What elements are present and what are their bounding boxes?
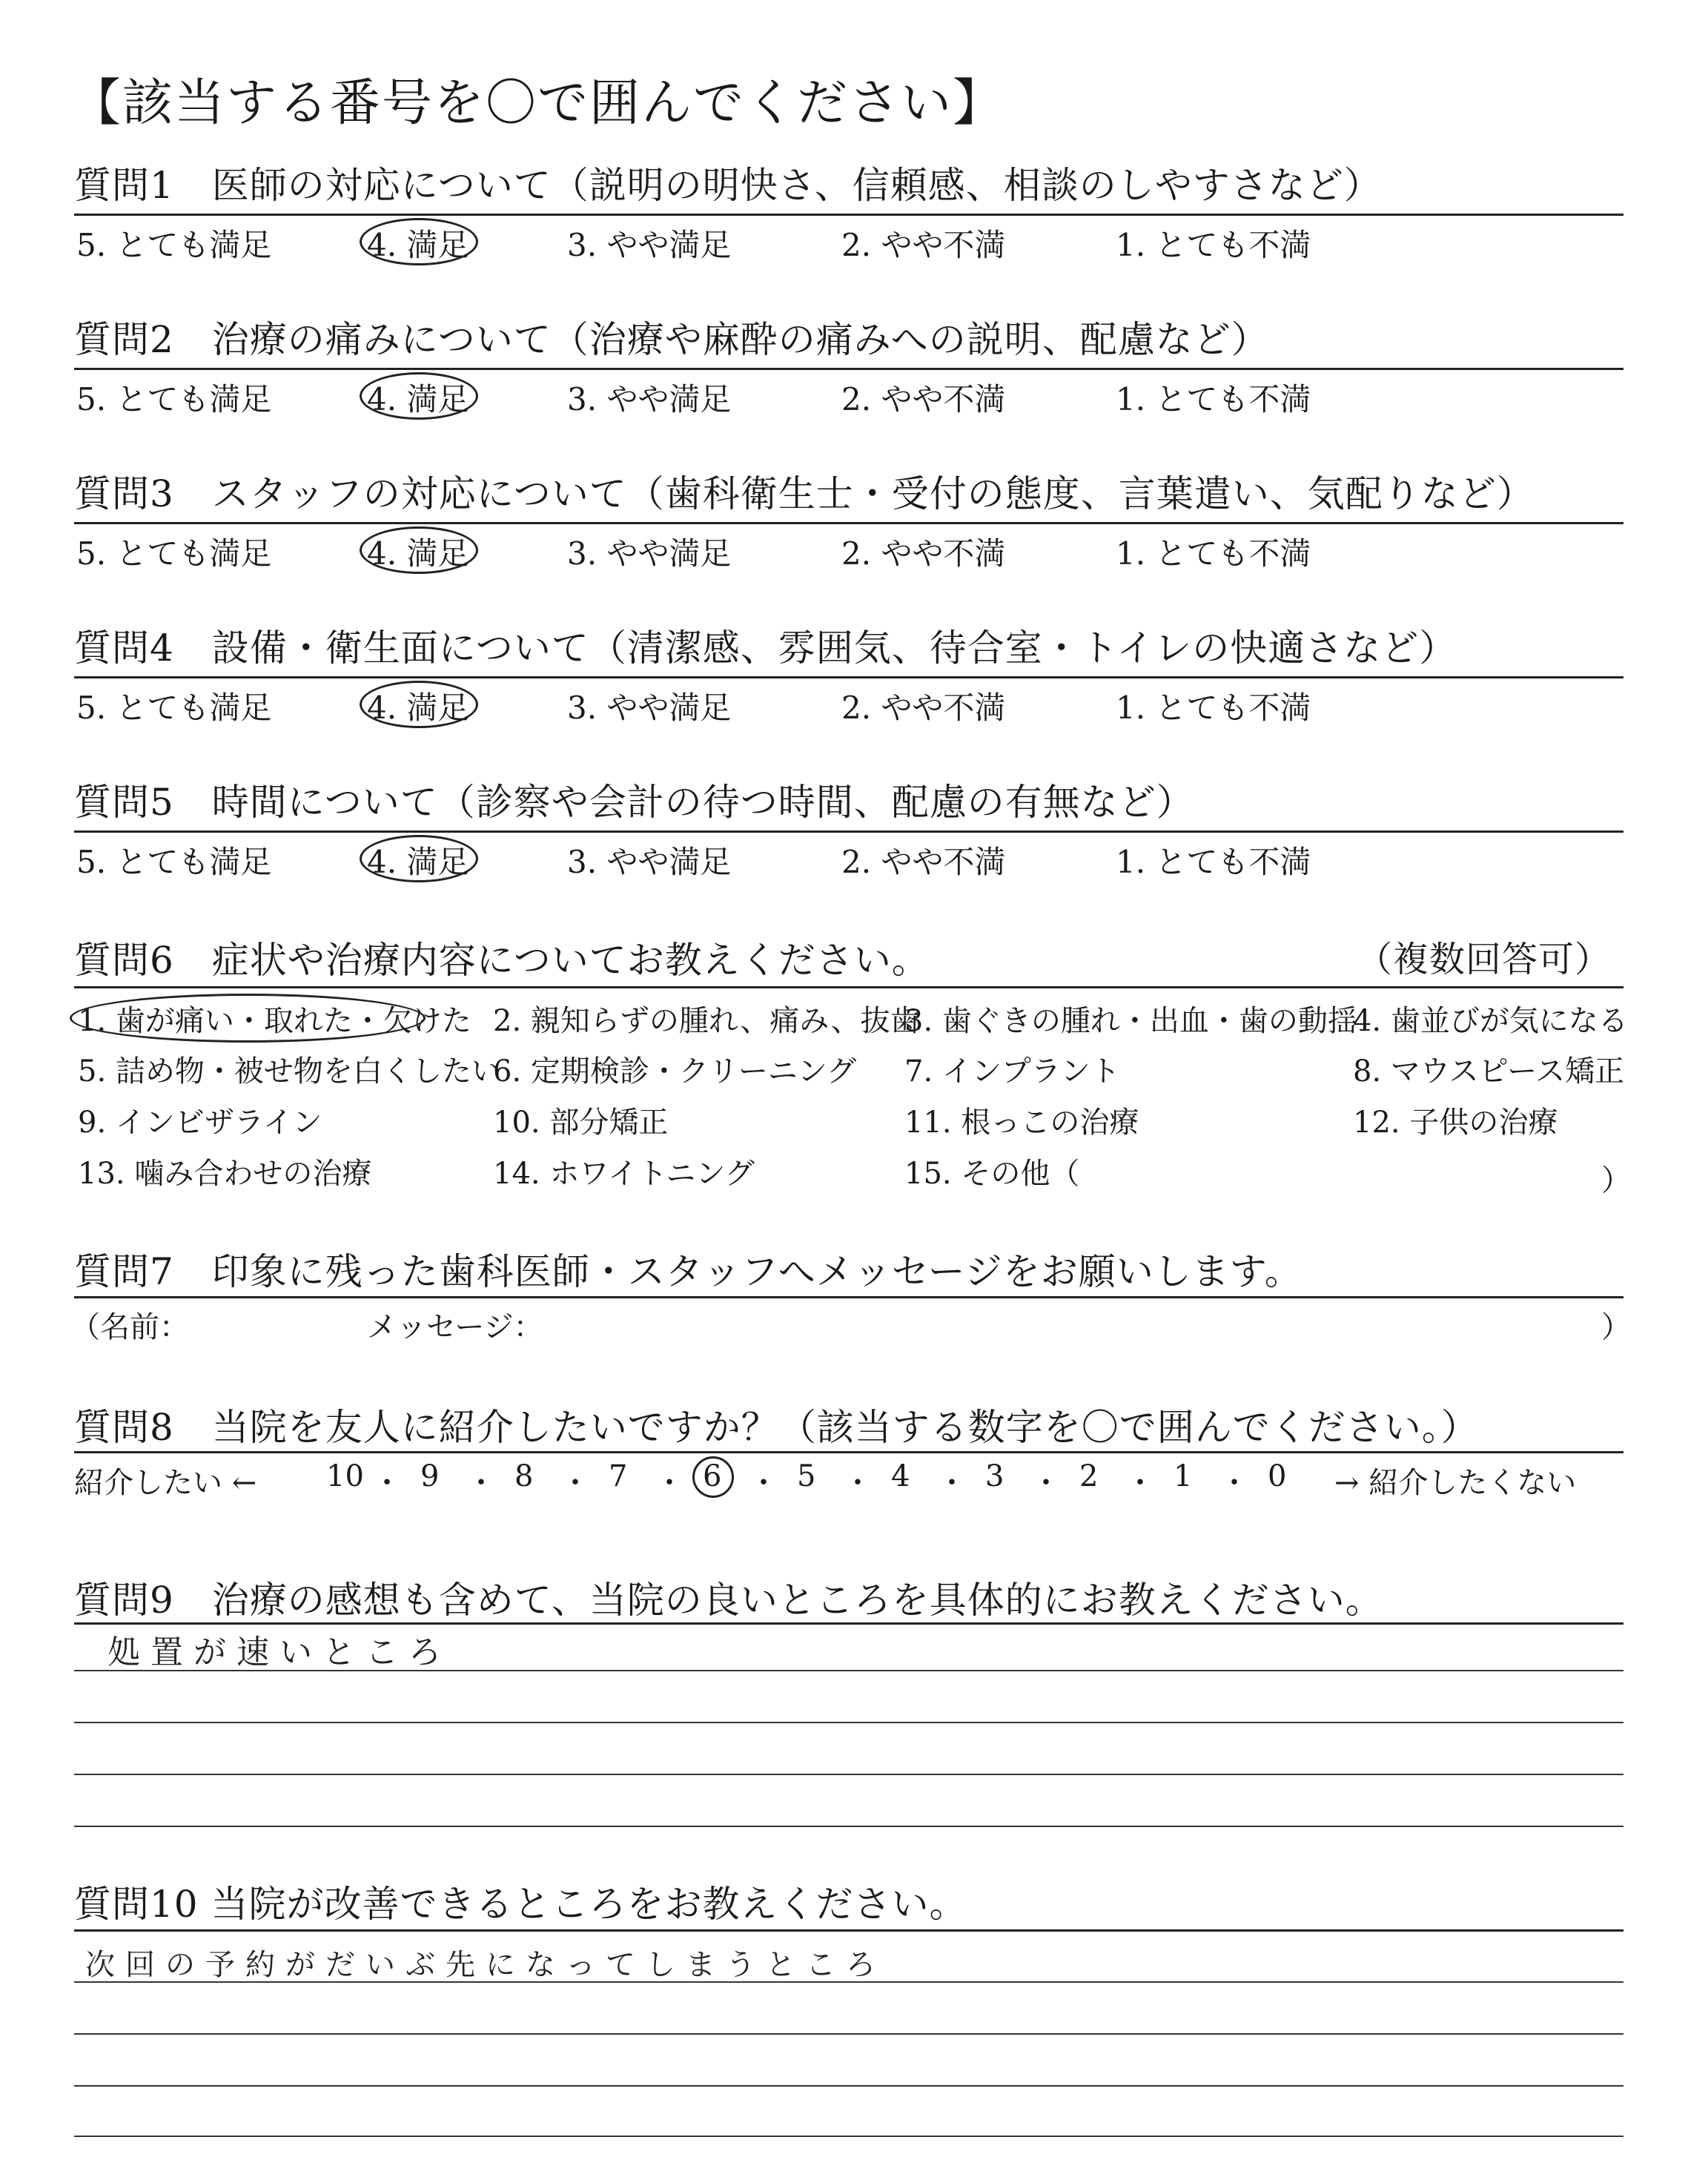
q1-option[interactable]: 5. とても満足 [76, 227, 272, 263]
q10-rule [74, 1929, 1623, 1932]
q6-other-close: ） [1601, 1163, 1631, 1198]
q7-close: ） [1601, 1310, 1631, 1344]
page-title: 【該当する番号を〇で囲んでください】 [70, 74, 1005, 133]
q10-line-1 [74, 1981, 1623, 1983]
q8-scale-number[interactable]: 10 [326, 1459, 364, 1493]
q6-option[interactable]: 7. インプラント [904, 1054, 1120, 1089]
q8-separator: ・ [1031, 1466, 1061, 1500]
q6-option[interactable]: 1. 歯が痛い・取れた・欠けた [78, 1004, 471, 1038]
q5-option[interactable]: 4. 満足 [367, 844, 469, 880]
q6-option[interactable]: 6. 定期検診・クリーニング [493, 1054, 857, 1089]
q8-separator: ・ [937, 1466, 967, 1500]
q10-answer: 次回の予約がだいぶ先になってしまうところ [85, 1948, 886, 1982]
q2-option[interactable]: 2. やや不満 [841, 381, 1006, 417]
q9-line-1 [74, 1670, 1623, 1671]
q4-option[interactable]: 1. とても不満 [1116, 690, 1311, 726]
q3-rule [74, 522, 1623, 524]
q2-option[interactable]: 3. やや満足 [567, 381, 732, 417]
q3-option[interactable]: 1. とても不満 [1116, 535, 1311, 572]
q3-option[interactable]: 2. やや不満 [841, 535, 1006, 572]
q8-scale-number[interactable]: 9 [420, 1459, 440, 1493]
q6-option[interactable]: 10. 部分矯正 [493, 1106, 669, 1140]
q8-scale-number[interactable]: 4 [891, 1459, 910, 1493]
q9-title: 質問9 治療の感想も含めて、当院の良いところを具体的にお教えください。 [74, 1579, 1383, 1622]
q6-option[interactable]: 12. 子供の治療 [1353, 1106, 1558, 1140]
q8-left-label: 紹介したい ← [74, 1466, 257, 1500]
q1-option[interactable]: 2. やや不満 [841, 227, 1006, 263]
q2-rule [74, 368, 1623, 370]
q8-separator: ・ [1125, 1466, 1155, 1500]
q9-line-4 [74, 1826, 1623, 1827]
q1-title: 質問1 医師の対応について（説明の明快さ、信頼感、相談のしやすさなど） [74, 164, 1382, 207]
q8-separator: ・ [655, 1466, 684, 1500]
q8-selection-circle [692, 1456, 734, 1498]
q8-scale-number[interactable]: 0 [1268, 1459, 1287, 1493]
q8-scale-number[interactable]: 5 [797, 1459, 816, 1493]
q8-scale-number[interactable]: 7 [609, 1459, 628, 1493]
q6-rule [74, 986, 1623, 988]
q2-option[interactable]: 1. とても不満 [1116, 381, 1311, 417]
q10-title: 質問10 当院が改善できるところをお教えください。 [74, 1883, 967, 1926]
q4-option[interactable]: 3. やや満足 [567, 690, 732, 726]
q5-option[interactable]: 1. とても不満 [1116, 844, 1311, 880]
q5-title: 質問5 時間について（診察や会計の待つ時間、配慮の有無など） [74, 781, 1194, 824]
q7-name-label: （名前： [70, 1310, 189, 1344]
q10-line-3 [74, 2085, 1623, 2087]
q6-option[interactable]: 14. ホワイトニング [493, 1157, 755, 1191]
q6-option[interactable]: 8. マウスピース矯正 [1353, 1054, 1625, 1089]
q9-rule [74, 1622, 1623, 1625]
q8-separator: ・ [466, 1466, 496, 1500]
q8-separator: ・ [1219, 1466, 1249, 1500]
q3-selection-circle [360, 526, 478, 574]
q2-option[interactable]: 4. 満足 [367, 381, 469, 417]
q8-scale-number[interactable]: 8 [514, 1459, 534, 1493]
q1-selection-circle [360, 218, 478, 265]
q4-option[interactable]: 2. やや不満 [841, 690, 1006, 726]
q1-option[interactable]: 3. やや満足 [567, 227, 732, 263]
q8-separator: ・ [843, 1466, 873, 1500]
q6-option[interactable]: 2. 親知らずの腫れ、痛み、抜歯 [493, 1004, 920, 1038]
q1-option[interactable]: 4. 満足 [367, 227, 469, 263]
q3-option[interactable]: 5. とても満足 [76, 535, 272, 572]
q6-note: （複数回答可） [1357, 939, 1612, 980]
q4-option[interactable]: 4. 満足 [367, 690, 469, 726]
q2-selection-circle [360, 372, 478, 420]
q6-option[interactable]: 13. 噛み合わせの治療 [78, 1157, 372, 1191]
q6-option[interactable]: 11. 根っこの治療 [904, 1106, 1139, 1140]
q6-selection-circle [70, 994, 426, 1043]
q6-option[interactable]: 15. その他（ [904, 1157, 1080, 1191]
q4-option[interactable]: 5. とても満足 [76, 690, 272, 726]
q6-option[interactable]: 5. 詰め物・被せ物を白くしたい [78, 1054, 501, 1089]
q7-rule [74, 1296, 1623, 1298]
q2-title: 質問2 治療の痛みについて（治療や麻酔の痛みへの説明、配慮など） [74, 318, 1269, 361]
q8-scale-number[interactable]: 1 [1174, 1459, 1193, 1493]
q3-option[interactable]: 3. やや満足 [567, 535, 732, 572]
q8-title: 質問8 当院を友人に紹介したいですか？（該当する数字を〇で囲んでください。） [74, 1406, 1479, 1449]
q8-right-label: → 紹介したくない [1334, 1466, 1577, 1500]
q5-option[interactable]: 3. やや満足 [567, 844, 732, 880]
q1-rule [74, 214, 1623, 216]
q5-option[interactable]: 2. やや不満 [841, 844, 1006, 880]
q5-rule [74, 830, 1623, 833]
q4-selection-circle [360, 681, 478, 728]
q9-answer: 処置が速いところ [107, 1634, 451, 1671]
q9-line-3 [74, 1774, 1623, 1775]
q1-option[interactable]: 1. とても不満 [1116, 227, 1311, 263]
q8-scale-number[interactable]: 2 [1079, 1459, 1099, 1493]
q7-message-label: メッセージ： [367, 1310, 543, 1344]
q4-rule [74, 676, 1623, 678]
q6-option[interactable]: 3. 歯ぐきの腫れ・出血・歯の動揺 [904, 1004, 1357, 1038]
q8-separator: ・ [372, 1466, 402, 1500]
q10-line-4 [74, 2136, 1623, 2137]
q7-title: 質問7 印象に残った歯科医師・スタッフへメッセージをお願いします。 [74, 1250, 1302, 1293]
q8-separator: ・ [749, 1466, 778, 1500]
q6-title: 質問6 症状や治療内容についてお教えください。 [74, 939, 930, 982]
q5-option[interactable]: 5. とても満足 [76, 844, 272, 880]
q6-option[interactable]: 4. 歯並びが気になる [1353, 1004, 1628, 1038]
q8-scale-number[interactable]: 6 [703, 1459, 722, 1493]
q8-scale-number[interactable]: 3 [985, 1459, 1004, 1493]
q3-title: 質問3 スタッフの対応について（歯科衛生士・受付の態度、言葉遣い、気配りなど） [74, 472, 1535, 515]
q8-separator: ・ [560, 1466, 590, 1500]
q6-option[interactable]: 9. インビザライン [78, 1106, 322, 1140]
q8-rule [74, 1451, 1623, 1453]
q10-line-2 [74, 2033, 1623, 2035]
q9-line-2 [74, 1722, 1623, 1723]
q4-title: 質問4 設備・衛生面について（清潔感、雰囲気、待合室・トイレの快適さなど） [74, 627, 1457, 670]
q3-option[interactable]: 4. 満足 [367, 535, 469, 572]
q5-selection-circle [360, 835, 478, 882]
q2-option[interactable]: 5. とても満足 [76, 381, 272, 417]
